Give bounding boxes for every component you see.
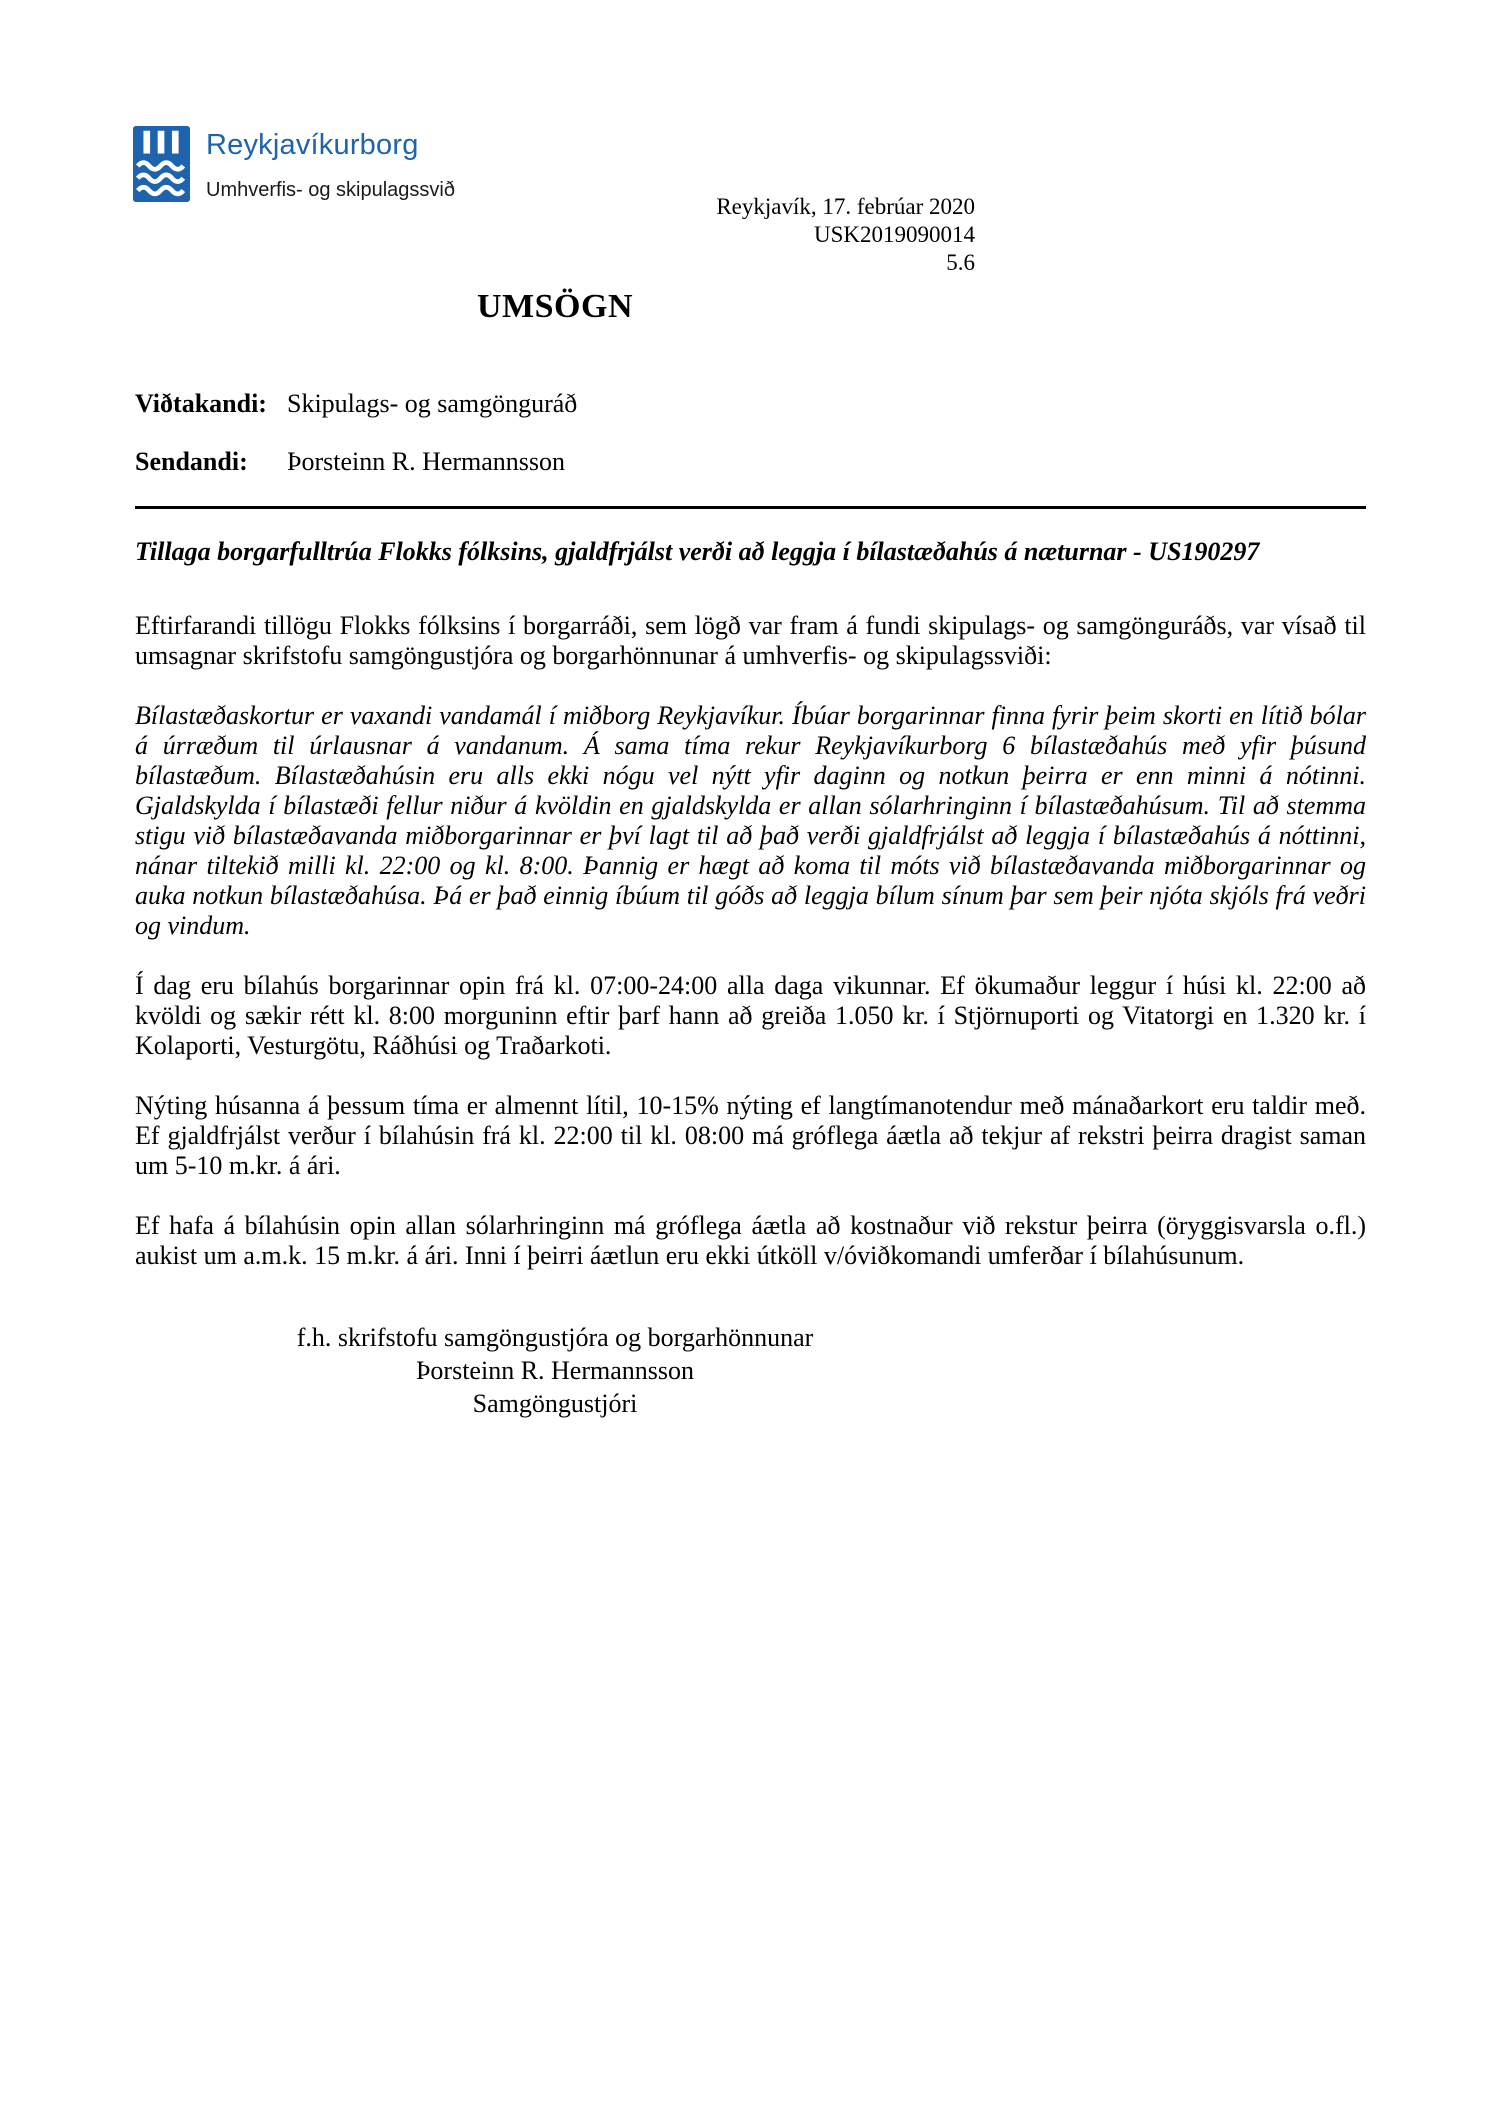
sender-value: Þorsteinn R. Hermannsson (287, 447, 566, 476)
body-paragraph-3: Ef hafa á bílahúsin opin allan sólarhringinn má gróflega áætla að kostnaður við rekstur þeirra (öryggisvarsla o.fl.) aukist um a.m.k. 15 m.kr. á ári. Inni í þeirri áætlun eru ekki útköll v/óviðkomandi umferðar í bílahúsunum. (135, 1211, 1366, 1270)
divider-rule (135, 506, 1366, 509)
org-division: Umhverfis- og skipulagssvið (206, 179, 455, 201)
reference-number: USK2019090014 (813, 222, 975, 247)
brand-text (206, 126, 455, 202)
letter-body (135, 537, 1366, 1420)
case-number: 5.6 (946, 250, 975, 275)
org-name: Reykjavíkurborg (206, 129, 419, 161)
recipient-label: Viðtakandi: (135, 389, 267, 418)
signature-role: Samgöngustjóri (472, 1389, 638, 1418)
body-paragraph-2: Nýting húsanna á þessum tíma er almennt lítil, 10-15% nýting ef langtímanotendur með mánaðarkort eru taldir með. Ef gjaldfrjálst verður í bílahúsin frá kl. 22:00 til kl. 08:00 má gróflega áætla að tekjur af rekstri þeirra dragist saman um 5-10 m.kr. á ári. (135, 1091, 1366, 1180)
recipient-row (135, 389, 577, 419)
subject-heading: Tillaga borgarfulltrúa Flokks fólksins, gjaldfrjálst verði að leggja í bílastæðahús á næturnar - US190297 (135, 537, 1260, 566)
sender-row (135, 447, 565, 477)
reykjavikurborg-coat-of-arms-icon (133, 126, 190, 202)
signature-block (135, 1321, 975, 1420)
place-date: Reykjavík, 17. febrúar 2020 (716, 194, 975, 219)
body-paragraph-1: Í dag eru bílahús borgarinnar opin frá kl. 07:00-24:00 alla daga vikunnar. Ef ökumaður leggur í húsi kl. 22:00 að kvöldi og sækir rétt kl. 8:00 morguninn eftir þarf hann að greiða 1.050 kr. í Stjörnuporti og Vitatorgi en 1.320 kr. í Kolaporti, Vesturgötu, Ráðhúsi og Traðarkoti. (135, 971, 1366, 1060)
quoted-proposal-paragraph: Bílastæðaskortur er vaxandi vandamál í miðborg Reykjavíkur. Íbúar borgarinnar finna fyrir þeim skorti en lítið bólar á úrræðum til úrlausnar á vandanum. Á sama tíma rekur Reykjavíkurborg 6 bílastæðahús með yfir þúsund bílastæðum. Bílastæðahúsin eru alls ekki nógu vel nýtt yfir daginn og notkun þeirra er enn minni á nótinni. Gjaldskylda í bílastæði fellur niður á kvöldin en gjaldskylda er allan sólarhringinn í bílastæðahúsum. Til að stemma stigu við bílastæðavanda miðborgarinnar er því lagt til að það verði gjaldfrjálst að leggja í bílastæðahús á nóttinni, nánar tiltekið milli kl. 22:00 og kl. 8:00. Þannig er hægt að koma til móts við bílastæðavanda miðborgarinnar og auka notkun bílastæðahúsa. Þá er það einnig íbúum til góðs að leggja bílum sínum þar sem þeir njóta skjóls frá veðri og vindum. (135, 701, 1366, 940)
signature-name: Þorsteinn R. Hermannsson (415, 1356, 695, 1385)
document-title: UMSÖGN (477, 288, 633, 325)
intro-paragraph: Eftirfarandi tillögu Flokks fólksins í borgarráði, sem lögð var fram á fundi skipulags- og samgönguráðs, var vísað til umsagnar skrifstofu samgöngustjóra og borgarhönnunar á umhverfis- og skipulagssviði: (135, 611, 1366, 670)
sender-label: Sendandi: (135, 447, 248, 476)
header-brand (133, 126, 455, 202)
letter-meta (135, 193, 975, 277)
signature-on-behalf: f.h. skrifstofu samgöngustjóra og borgarhönnunar (296, 1323, 814, 1352)
recipient-value: Skipulags- og samgönguráð (287, 389, 578, 418)
